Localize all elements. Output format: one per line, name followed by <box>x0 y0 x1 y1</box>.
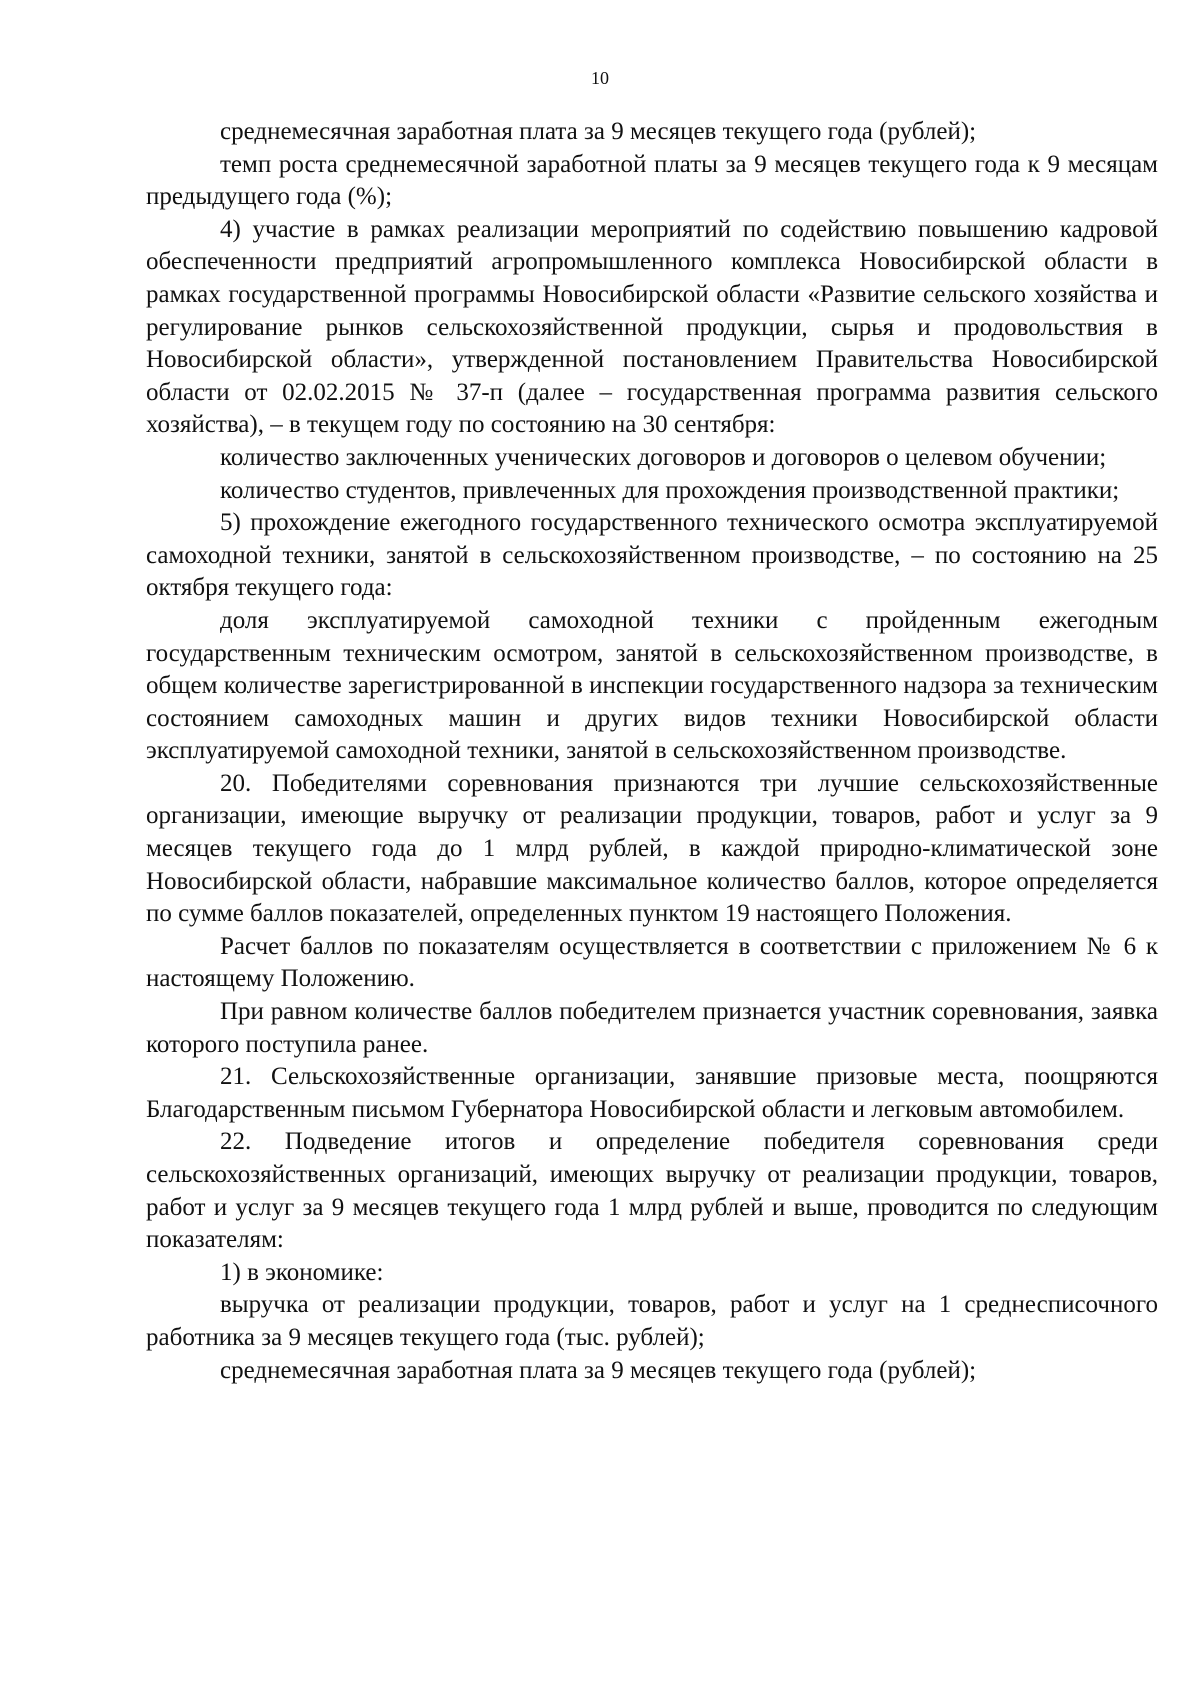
paragraph-14: выручка от реализации продукции, товаров, работ и услуг на 1 среднесписочного работника за 9 месяцев текущего года (тыс. рублей); <box>146 1291 1158 1351</box>
paragraph-10: При равном количестве баллов победителем признается участник соревнования, заявка которого поступила ранее. <box>146 998 1158 1058</box>
document-body <box>146 116 1158 1387</box>
paragraph-7: доля эксплуатируемой самоходной техники с пройденным ежегодным государственным техническим осмотром, занятой в сельскохозяйственном производстве, в общем количестве зарегистрированной в инспекции государственного надзора за техническим состоянием самоходных машин и других видов техники Новосибирской области эксплуатируемой самоходной техники, занятой в сельскохозяйственном производстве. <box>146 606 1158 765</box>
paragraph-11: 21. Сельскохозяйственные организации, занявшие призовые места, поощряются Благодарственным письмом Губернатора Новосибирской области и легковым автомобилем. <box>146 1063 1158 1123</box>
paragraph-13: 1) в экономике: <box>220 1258 384 1286</box>
paragraph-4: количество заключенных ученических договоров и договоров о целевом обучении; <box>220 443 1107 471</box>
paragraph-6: 5) прохождение ежегодного государственного технического осмотра эксплуатируемой самоходной техники, занятой в сельскохозяйственном производстве, – по состоянию на 25 октября текущего года: <box>146 509 1158 602</box>
page-number: 10 <box>591 68 609 88</box>
paragraph-3: 4) участие в рамках реализации мероприятий по содействию повышению кадровой обеспеченности предприятий агропромышленного комплекса Новосибирской области в рамках государственной программы Новосибирской области «Развитие сельского хозяйства и регулирование рынков сельскохозяйственной продукции, сырья и продовольствия в Новосибирской области», утвержденной постановлением Правительства Новосибирской области от 02.02.2015 № 37-п (далее – государственная программа развития сельского хозяйства), – в текущем году по состоянию на 30 сентября: <box>146 215 1158 439</box>
paragraph-15: среднемесячная заработная плата за 9 месяцев текущего года (рублей); <box>220 1356 977 1384</box>
paragraph-8: 20. Победителями соревнования признаются три лучшие сельскохозяйственные организации, имеющие выручку от реализации продукции, товаров, работ и услуг за 9 месяцев текущего года до 1 млрд рублей, в каждой природно-климатической зоне Новосибирской области, набравшие максимальное количество баллов, которое определяется по сумме баллов показателей, определенных пунктом 19 настоящего Положения. <box>146 769 1158 928</box>
paragraph-9: Расчет баллов по показателям осуществляется в соответствии с приложением № 6 к настоящему Положению. <box>146 932 1158 993</box>
paragraph-1: среднемесячная заработная плата за 9 месяцев текущего года (рублей); <box>220 118 977 145</box>
paragraph-12: 22. Подведение итогов и определение победителя соревнования среди сельскохозяйственных организаций, имеющих выручку от реализации продукции, товаров, работ и услуг за 9 месяцев текущего года 1 млрд рублей и выше, проводится по следующим показателям: <box>146 1128 1158 1254</box>
paragraph-5: количество студентов, привлеченных для прохождения производственной практики; <box>220 476 1120 504</box>
paragraph-2: темп роста среднемесячной заработной платы за 9 месяцев текущего года к 9 месяцам предыдущего года (%); <box>146 150 1158 211</box>
